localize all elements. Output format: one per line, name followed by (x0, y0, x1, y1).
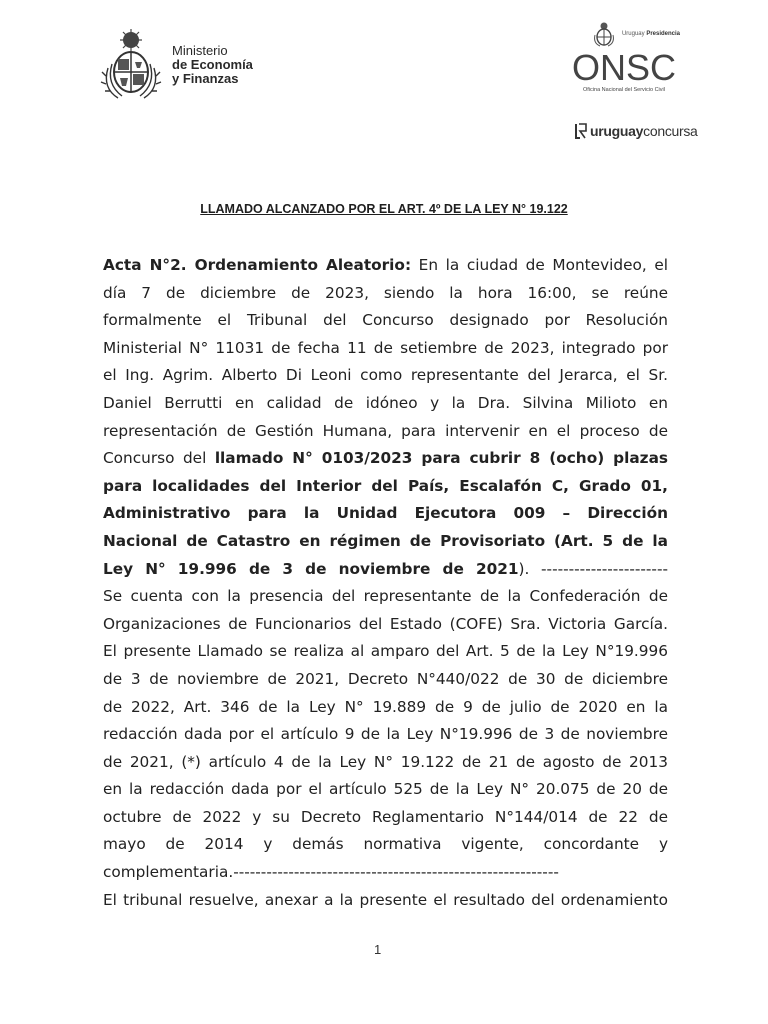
body-line: El presente Llamado se realiza al amparo del Art. 5 de la Ley N°19.996 (103, 642, 668, 661)
presidencia-seal-icon (592, 21, 616, 47)
body-line: Se cuenta con la presencia del representante de la Confederación de (103, 587, 668, 606)
body-line: de 2021, (*) artículo 4 de la Ley N° 19.122 de 21 de agosto de 2013 (103, 752, 668, 771)
body-line (103, 252, 668, 280)
body-line: en la redacción dada por el artículo 525 de la Ley N° 20.075 de 20 de (103, 780, 668, 799)
concursa-light: concursa (643, 123, 698, 139)
ministry-line-3: y Finanzas (172, 71, 239, 86)
body-line: Administrativo para la Unidad Ejecutora 009 – Dirección (103, 504, 668, 523)
body-line: redacción dada por el artículo 9 de la Ley N°19.996 de 3 de noviembre (103, 725, 668, 744)
body-line: de 3 de noviembre de 2021, Decreto N°440/022 de 30 de diciembre (103, 669, 668, 688)
body-line: octubre de 2022 y su Decreto Reglamentario N°144/014 de 22 de (103, 807, 668, 826)
presidencia-bold: Presidencia (646, 31, 680, 37)
body-line: de 2022, Art. 346 de la Ley N° 19.889 de 9 de julio de 2020 en la (103, 697, 668, 716)
presidencia-label (622, 31, 680, 37)
ministry-line-2: de Economía (172, 57, 253, 72)
presidencia-light: Uruguay (621, 31, 645, 37)
body-line: El tribunal resuelve, anexar a la presente el resultado del ordenamiento (103, 890, 668, 909)
body-line: Daniel Berrutti en calidad de idóneo y la Dra. Silvina Milioto en (103, 393, 668, 412)
body-line: el Ing. Agrim. Alberto Di Leoni como representante del Jerarca, el Sr. (103, 366, 668, 385)
document-title: LLAMADO ALCANZADO POR EL ART. 4º DE LA LEY N° 19.122 (200, 202, 568, 216)
onsc-wordmark: ONSC (571, 47, 676, 88)
body-text: Concurso del (103, 449, 215, 468)
body-line: mayo de 2014 y demás normativa vigente, concordante y (103, 835, 668, 854)
body-line: Organizaciones de Funcionarios del Estado (COFE) Sra. Victoria García. (103, 614, 668, 633)
ministry-header (98, 28, 253, 102)
page-number: 1 (374, 942, 382, 957)
body-line: para localidades del Interior del País, Escalafón C, Grado 01, (103, 476, 668, 495)
body-text: En la ciudad de Montevideo, el (411, 256, 668, 274)
body-line: Ministerial N° 11031 de fecha 11 de setiembre de 2023, integrado por (103, 338, 668, 357)
document-body (103, 252, 668, 914)
presidencia-row (560, 20, 680, 48)
body-bold: Ley N° 19.996 de 3 de noviembre de 2021 (103, 559, 519, 578)
body-text: ). ----------------------- (518, 559, 668, 578)
concursa-bold: uruguay (590, 123, 644, 139)
body-line: formalmente el Tribunal del Concurso designado por Resolución (103, 311, 668, 330)
ministry-line-1: Ministerio (172, 43, 228, 58)
body-bold: Acta N°2. Ordenamiento Aleatorio: (103, 256, 412, 274)
body-line (103, 556, 668, 584)
body-line: día 7 de diciembre de 2023, siendo la hora 16:00, se reúne (103, 283, 668, 302)
body-line (103, 445, 668, 473)
body-line: complementaria.----------------------------------------------------------- (103, 863, 559, 882)
body-bold: llamado N° 0103/2023 para cubrir 8 (ocho) plazas (214, 449, 668, 468)
body-line: representación de Gestión Humana, para intervenir en el proceso de (103, 421, 668, 440)
concursa-mark-icon (574, 122, 588, 140)
uruguay-coat-of-arms-icon (98, 28, 164, 102)
body-line: Nacional de Catastro en régimen de Provisoriato (Art. 5 de la (103, 531, 668, 550)
onsc-subtitle: Oficina Nacional del Servicio Civil (583, 87, 665, 93)
uruguay-concursa-logo (574, 122, 698, 140)
onsc-logo (560, 20, 680, 93)
ministry-name (172, 44, 253, 86)
